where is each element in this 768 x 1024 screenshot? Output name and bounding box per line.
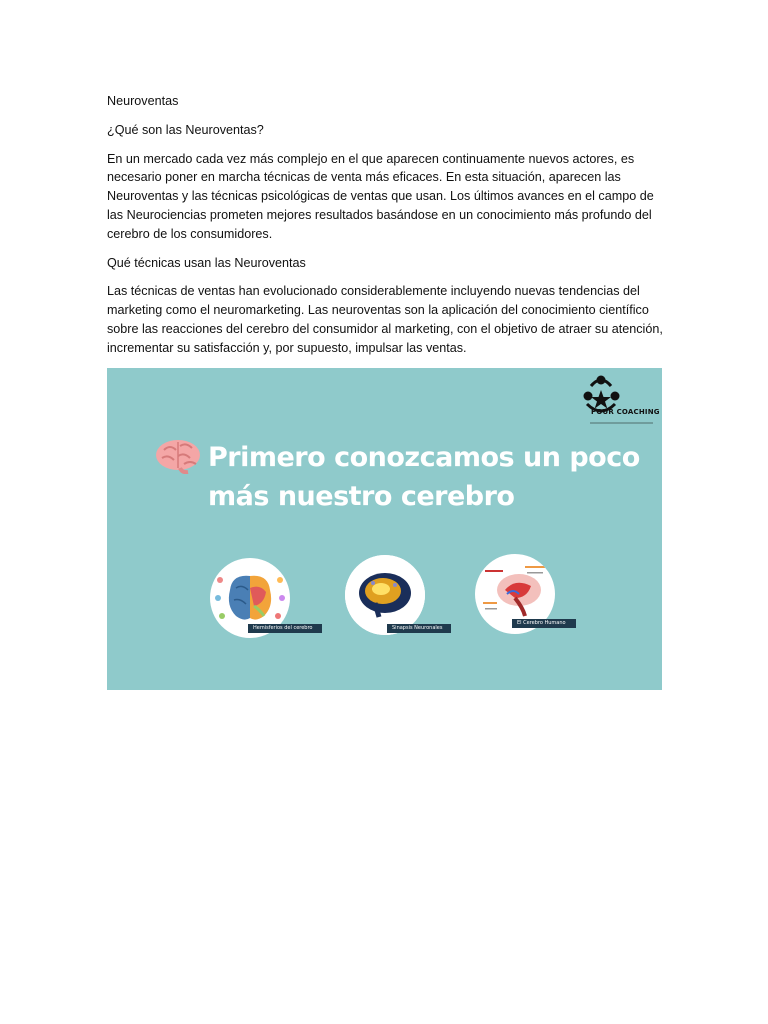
brain-icon — [154, 438, 202, 474]
synapses-thumbnail — [345, 555, 425, 635]
section1-paragraph: En un mercado cada vez más complejo en el que aparecen continuamente nuevos actores, es necesario poner en marcha técnicas de venta más eficaces. En esta situación, aparecen las Neuroventas y las técnicas psicológicas de ventas que usan. Los últimos avances en el campo de las Neurociencias prometen mejores resultados basándose en un conocimiento más profundo del cerebro de los consumidores. — [107, 151, 654, 241]
document-body — [107, 92, 663, 368]
banner-title-line1: Primero conozcamos un poco — [208, 442, 640, 473]
banner-title — [208, 438, 640, 516]
caption-synapses: Sinapsis Neuronales — [387, 624, 451, 633]
logo-text: POUR COACHING — [591, 408, 660, 416]
pour-coaching-logo — [575, 372, 661, 430]
document-title: Neuroventas — [107, 94, 179, 108]
caption-hemispheres: Hemisferios del cerebro — [248, 624, 322, 633]
brain-banner-image — [107, 368, 662, 690]
banner-title-line2: más nuestro cerebro — [208, 481, 515, 512]
section2-paragraph: Las técnicas de ventas han evolucionado considerablemente incluyendo nuevas tendencias del marketing como el neuromarketing. Las neuroventas son la aplicación del conocimiento científico sobre las reacciones del cerebro del consumidor al marketing, con el objetivo de atraer su atención, incrementar su satisfacción y, por supuesto, impulsar las ventas. — [107, 284, 663, 355]
caption-human-brain: El Cerebro Humano — [512, 619, 576, 628]
section1-heading: ¿Qué son las Neuroventas? — [107, 122, 264, 137]
section2-heading: Qué técnicas usan las Neuroventas — [107, 255, 306, 270]
